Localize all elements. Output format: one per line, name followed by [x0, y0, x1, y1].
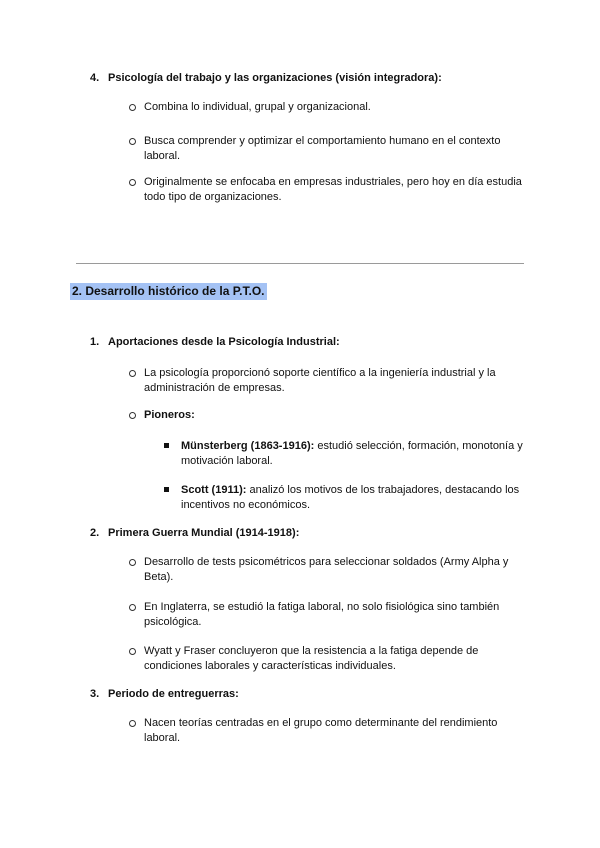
bullet-circle-icon [129, 412, 136, 419]
bullet-square-icon [164, 487, 169, 492]
list-title: Periodo de entreguerras: [108, 688, 239, 700]
list-title: Primera Guerra Mundial (1914-1918): [108, 527, 300, 539]
pioneer-name: Scott (1911): [181, 484, 247, 496]
pioneer-desc: analizó los motivos de los trabajadores, destacando los [246, 484, 520, 496]
list-number: 2. [90, 527, 100, 539]
bullet-circle-icon [129, 648, 136, 655]
bullet-text [181, 439, 523, 454]
list-title: Psicología del trabajo y las organizaciones (visión integradora): [108, 72, 442, 84]
bullet-text: motivación laboral. [181, 455, 273, 467]
bullet-text: psicológica. [144, 616, 202, 628]
bullet-circle-icon [129, 559, 136, 566]
bullet-text: Desarrollo de tests psicométricos para seleccionar soldados (Army Alpha y [144, 556, 509, 568]
bullet-circle-icon [129, 179, 136, 186]
bullet-text: Beta). [144, 571, 174, 583]
bullet-circle-icon [129, 104, 136, 111]
bullet-text: Busca comprender y optimizar el comportamiento humano en el contexto [144, 135, 501, 147]
list-title: Aportaciones desde la Psicología Industrial: [108, 336, 340, 348]
horizontal-divider [76, 263, 524, 264]
bullet-text: Combina lo individual, grupal y organizacional. [144, 101, 371, 113]
list-number: 1. [90, 336, 100, 348]
bullet-text: administración de empresas. [144, 382, 285, 394]
bullet-circle-icon [129, 604, 136, 611]
bullet-text [181, 483, 519, 498]
bullet-text: En Inglaterra, se estudió la fatiga laboral, no solo fisiológica sino también [144, 601, 500, 613]
bullet-text: incentivos no económicos. [181, 499, 311, 511]
bullet-text: Originalmente se enfocaba en empresas industriales, pero hoy en día estudia [144, 176, 522, 188]
bullet-text: condiciones laborales y características individuales. [144, 660, 396, 672]
bullet-text: Wyatt y Fraser concluyeron que la resistencia a la fatiga depende de [144, 645, 479, 657]
bullet-circle-icon [129, 370, 136, 377]
bullet-text: todo tipo de organizaciones. [144, 191, 282, 203]
bullet-text: laboral. [144, 150, 181, 162]
bullet-text: Nacen teorías centradas en el grupo como determinante del rendimiento [144, 717, 498, 729]
bullet-square-icon [164, 443, 169, 448]
pioneros-label: Pioneros: [144, 409, 195, 421]
list-number: 4. [90, 72, 100, 84]
bullet-circle-icon [129, 138, 136, 145]
pioneer-name: Münsterberg (1863-1916): [181, 440, 315, 452]
bullet-text: laboral. [144, 732, 181, 744]
bullet-circle-icon [129, 720, 136, 727]
list-number: 3. [90, 688, 100, 700]
bullet-text: La psicología proporcionó soporte científico a la ingeniería industrial y la [144, 367, 496, 379]
pioneer-desc: estudió selección, formación, monotonía y [314, 440, 523, 452]
section-heading: 2. Desarrollo histórico de la P.T.O. [72, 284, 265, 298]
